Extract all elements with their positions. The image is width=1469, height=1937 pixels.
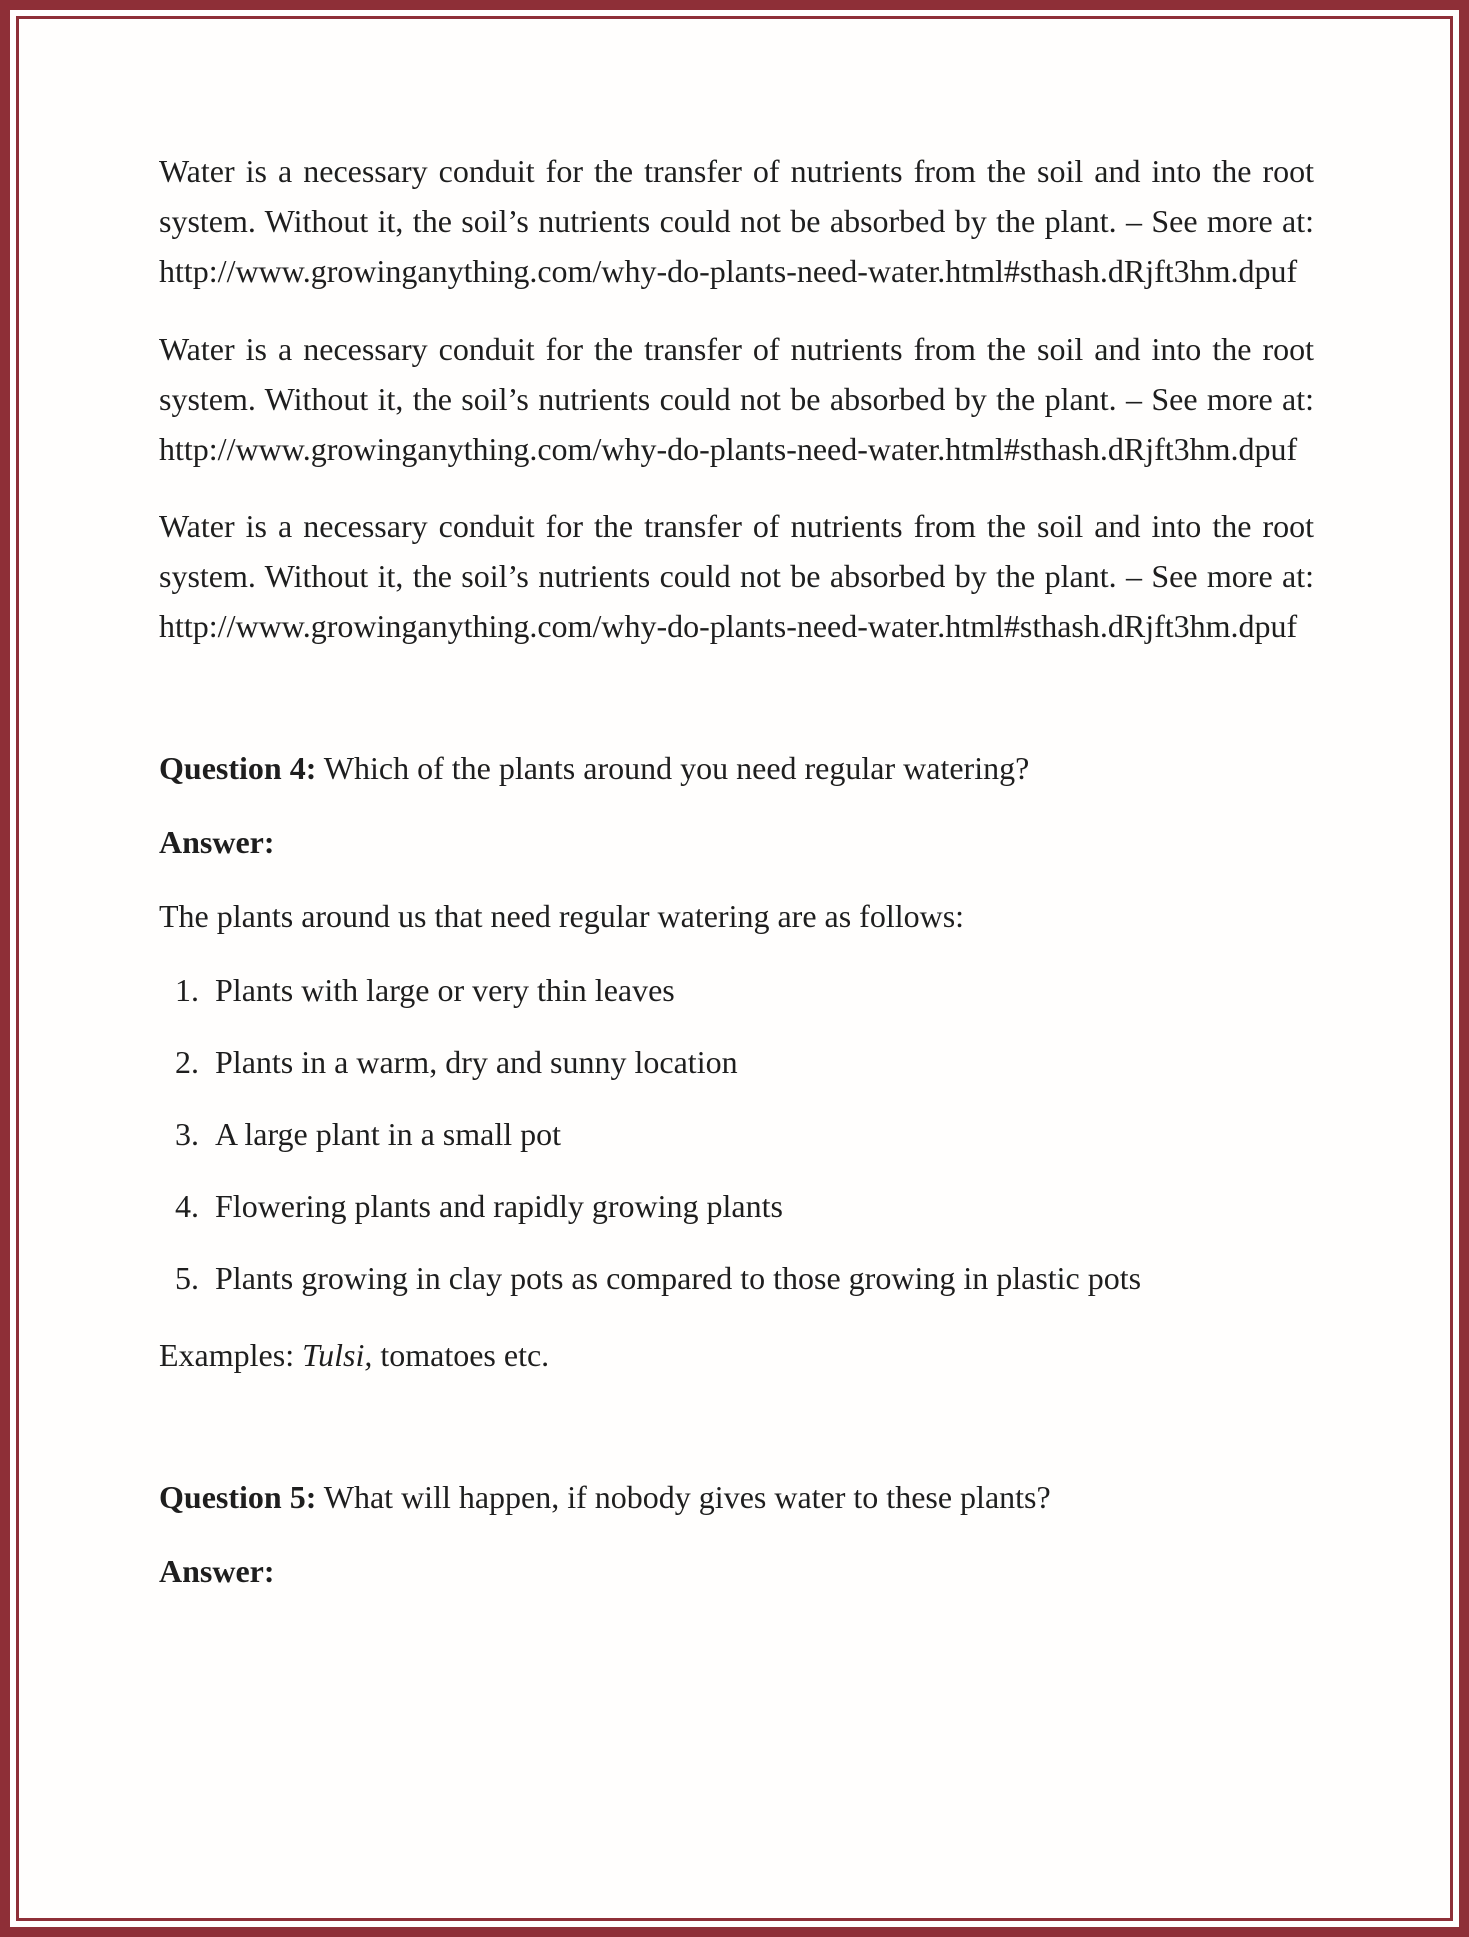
question-5-text: What will happen, if nobody gives water to these plants? <box>316 1479 1051 1516</box>
examples-line <box>159 1331 1314 1381</box>
list-item: 4. Flowering plants and rapidly growing plants <box>207 1182 1314 1232</box>
water-paragraph-2: Water is a necessary conduit for the transfer of nutrients from the soil and into the root system. Without it, the soil’s nutrients could not be absorbed by the plant. – See more at: http://www.growinganything.com/why-do-plants-need-water.html#sthash.dRjft3hm.dpuf <box>159 330 1314 467</box>
question-5-line <box>159 1473 1314 1523</box>
list-item: 5. Plants growing in clay pots as compared to those growing in plastic pots <box>207 1254 1314 1304</box>
list-item: 2. Plants in a warm, dry and sunny location <box>207 1038 1314 1088</box>
question-4-answer-intro: The plants around us that need regular watering are as follows: <box>159 897 965 934</box>
examples-suffix: tomatoes etc. <box>372 1337 550 1374</box>
watering-plants-list <box>159 966 1314 1304</box>
page-frame-inner <box>16 16 1453 1921</box>
examples-prefix: Examples: <box>159 1337 303 1374</box>
question-4-text: Which of the plants around you need regular watering? <box>316 750 1030 787</box>
water-paragraph-1: Water is a necessary conduit for the transfer of nutrients from the soil and into the root system. Without it, the soil’s nutrients could not be absorbed by the plant. – See more at: http://www.growinganything.com/why-do-plants-need-water.html#sthash.dRjft3hm.dpuf <box>159 153 1314 289</box>
question-4-label: Question 4: <box>159 750 317 787</box>
question-4-line <box>159 744 1314 794</box>
question-4-block <box>159 744 1314 1381</box>
question-4-answer-label: Answer: <box>159 824 275 861</box>
question-5-label: Question 5: <box>159 1479 317 1516</box>
document-content <box>19 19 1450 1597</box>
water-paragraph-3: Water is a necessary conduit for the transfer of nutrients from the soil and into the root system. Without it, the soil’s nutrients could not be absorbed by the plant. – See more at: http://www.growinganything.com/why-do-plants-need-water.html#sthash.dRjft3hm.dpuf <box>159 508 1314 645</box>
list-item: 1. Plants with large or very thin leaves <box>207 966 1314 1016</box>
question-5-answer-label: Answer: <box>159 1553 275 1590</box>
list-item: 3. A large plant in a small pot <box>207 1110 1314 1160</box>
question-5-block <box>159 1473 1314 1597</box>
examples-italic-term: Tulsi, <box>302 1337 373 1374</box>
